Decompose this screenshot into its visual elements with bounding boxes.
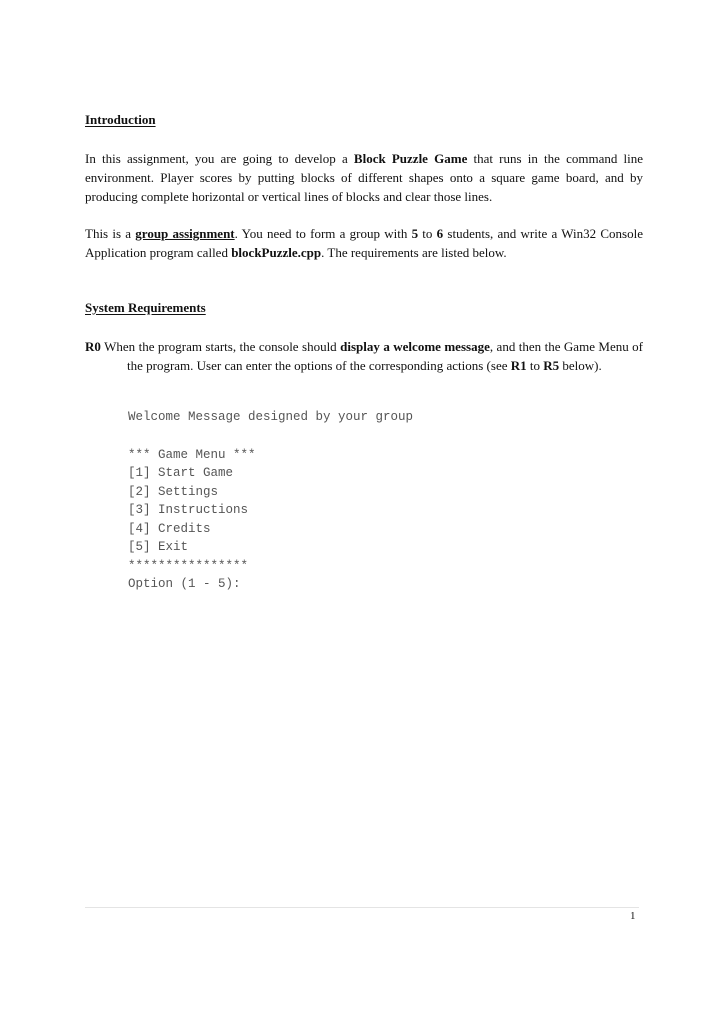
menu-option-credits: [4] Credits <box>128 521 211 536</box>
menu-separator: **************** <box>128 558 249 573</box>
text-run: When the program starts, the console should <box>100 339 341 354</box>
text-run: that runs in the command line environment. Player scores by putting blocks of different shapes onto a square game board, and by producing complete horizontal or vertical lines of blocks and clear those lines. <box>85 151 643 204</box>
text-run: to <box>418 226 437 241</box>
menu-option-settings: [2] Settings <box>128 484 219 499</box>
requirement-r0 <box>85 337 643 375</box>
text-run: students, and write a Win32 Console Application program called <box>85 226 643 260</box>
introduction-paragraph-1 <box>85 149 643 206</box>
text-run: In this assignment, you are going to develop a <box>85 151 354 166</box>
program-filename: blockPuzzle.cpp <box>231 245 322 260</box>
option-prompt: Option (1 - 5): <box>128 577 241 591</box>
game-name: Block Puzzle Game <box>353 151 468 166</box>
min-students: 5 <box>411 226 419 241</box>
footer-divider <box>85 907 639 908</box>
game-menu-title: *** Game Menu *** <box>128 448 256 462</box>
requirement-ref-r1: R1 <box>510 358 527 373</box>
menu-option-start-game: [1] Start Game <box>128 466 234 480</box>
group-assignment-emphasis: group assignment <box>135 226 235 241</box>
menu-option-exit: [5] Exit <box>128 540 189 554</box>
text-run: . The requirements are listed below. <box>321 245 507 260</box>
requirement-id: R0 <box>85 339 101 354</box>
introduction-paragraph-2 <box>85 224 643 262</box>
menu-option-instructions: [3] Instructions <box>128 503 249 517</box>
text-run: , and then the Game Menu of the program. User can enter the options of the corresponding actions (see <box>127 339 644 373</box>
requirement-emphasis: display a welcome message <box>340 339 490 354</box>
max-students: 6 <box>436 226 444 241</box>
text-run: below). <box>559 358 602 373</box>
page-number: 1 <box>630 910 636 922</box>
requirement-ref-r5: R5 <box>543 358 560 373</box>
welcome-message: Welcome Message designed by your group <box>128 410 414 424</box>
console-sample-output <box>128 410 414 591</box>
text-run: This is a <box>85 226 136 241</box>
text-run: to <box>526 358 544 373</box>
text-run: . You need to form a group with <box>234 226 412 241</box>
system-requirements-heading: System Requirements <box>85 300 206 315</box>
introduction-heading: Introduction <box>85 112 156 127</box>
